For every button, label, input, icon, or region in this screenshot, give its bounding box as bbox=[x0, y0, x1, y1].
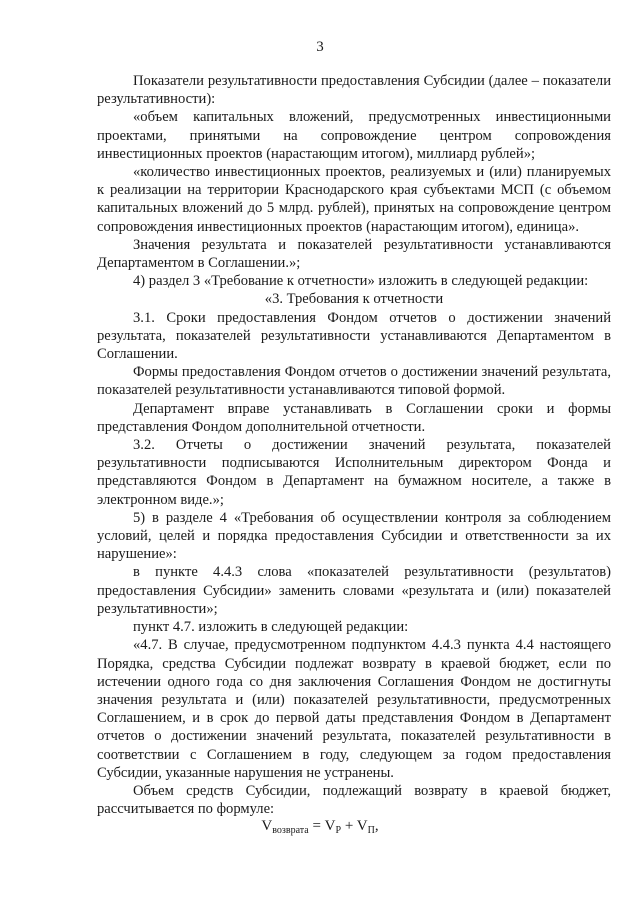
paragraph: 3.2. Отчеты о достижении значений результата, показателей результативности подписываются Исполнительным директором Фонда и представляются Фондом в Департамент на бумажном носителе, а также в электронном виде.»; bbox=[97, 437, 611, 508]
paragraph: «4.7. В случае, предусмотренном подпунктом 4.4.3 пункта 4.4 настоящего Порядка, средства Субсидии подлежат возврату в краевой бюджет, если по истечении одного года со дня заключения Соглашения Фондом не достигнуты значения результата и (или) показателей результативности, предусмотренных Соглашением, и в срок до первой даты представления Фондом в Департамент отчетов о достижении значений результата, показателей результативности в соответствии с Соглашением в году, следующем за годом предоставления Субсидии, указанные нарушения не устранены. bbox=[97, 637, 611, 781]
paragraph: Показатели результативности предоставления Субсидии (далее – показатели результативности): bbox=[97, 73, 611, 108]
paragraph: пункт 4.7. изложить в следующей редакции: bbox=[133, 619, 409, 636]
paragraph: Департамент вправе устанавливать в Соглашении сроки и формы представления Фондом дополнительной отчетности. bbox=[97, 400, 611, 435]
paragraph: «объем капитальных вложений, предусмотренных инвестиционными проектами, принятыми на сопровождение центром сопровождения инвестиционных проектов (нарастающим итогом), миллиард рублей»; bbox=[97, 109, 611, 162]
formula bbox=[0, 817, 640, 840]
formula-sub-pi: П bbox=[367, 825, 375, 836]
paragraph: 4) раздел 3 «Требование к отчетности» изложить в следующей редакции: bbox=[133, 273, 589, 290]
formula-sub: возврата bbox=[272, 825, 309, 836]
paragraph: Значения результата и показателей результативности устанавливаются Департаментом в Соглашении.»; bbox=[97, 236, 611, 272]
formula-end: , bbox=[374, 818, 379, 834]
formula-sub-p: P bbox=[335, 825, 342, 836]
section-heading: «3. Требования к отчетности bbox=[264, 291, 444, 308]
paragraph: Формы предоставления Фондом отчетов о достижении значений результата, показателей результативности устанавливаются типовой формой. bbox=[97, 364, 611, 399]
paragraph: 5) в разделе 4 «Требования об осуществлении контроля за соблюдением условий, целей и порядка предоставления Субсидии и ответственности за их нарушение»: bbox=[97, 509, 611, 563]
paragraph: 3.1. Сроки предоставления Фондом отчетов о достижении значений результата, показателей результативности устанавливаются Департаментом в Соглашении. bbox=[97, 309, 611, 363]
formula-plus: + V bbox=[341, 818, 368, 834]
page-number: 3 bbox=[316, 39, 324, 55]
paragraph: в пункте 4.4.3 слова «показателей результативности (результатов) предоставления Субсидии» заменить словами «результата и (или) показателей результативности»; bbox=[97, 564, 611, 617]
paragraph: «количество инвестиционных проектов, реализуемых и (или) планируемых к реализации на территории Краснодарского края субъектами МСП (с объемом капитальных вложений до 5 млрд. рублей), принятых на сопровождение центром сопровождения инвестиционных проектов (нарастающим итогом), единица». bbox=[97, 164, 611, 235]
document-body bbox=[97, 72, 611, 818]
paragraph: Объем средств Субсидии, подлежащий возврату в краевой бюджет, рассчитывается по формуле: bbox=[97, 782, 611, 818]
formula-v: V bbox=[261, 818, 273, 834]
formula-rest: = V bbox=[308, 818, 336, 834]
